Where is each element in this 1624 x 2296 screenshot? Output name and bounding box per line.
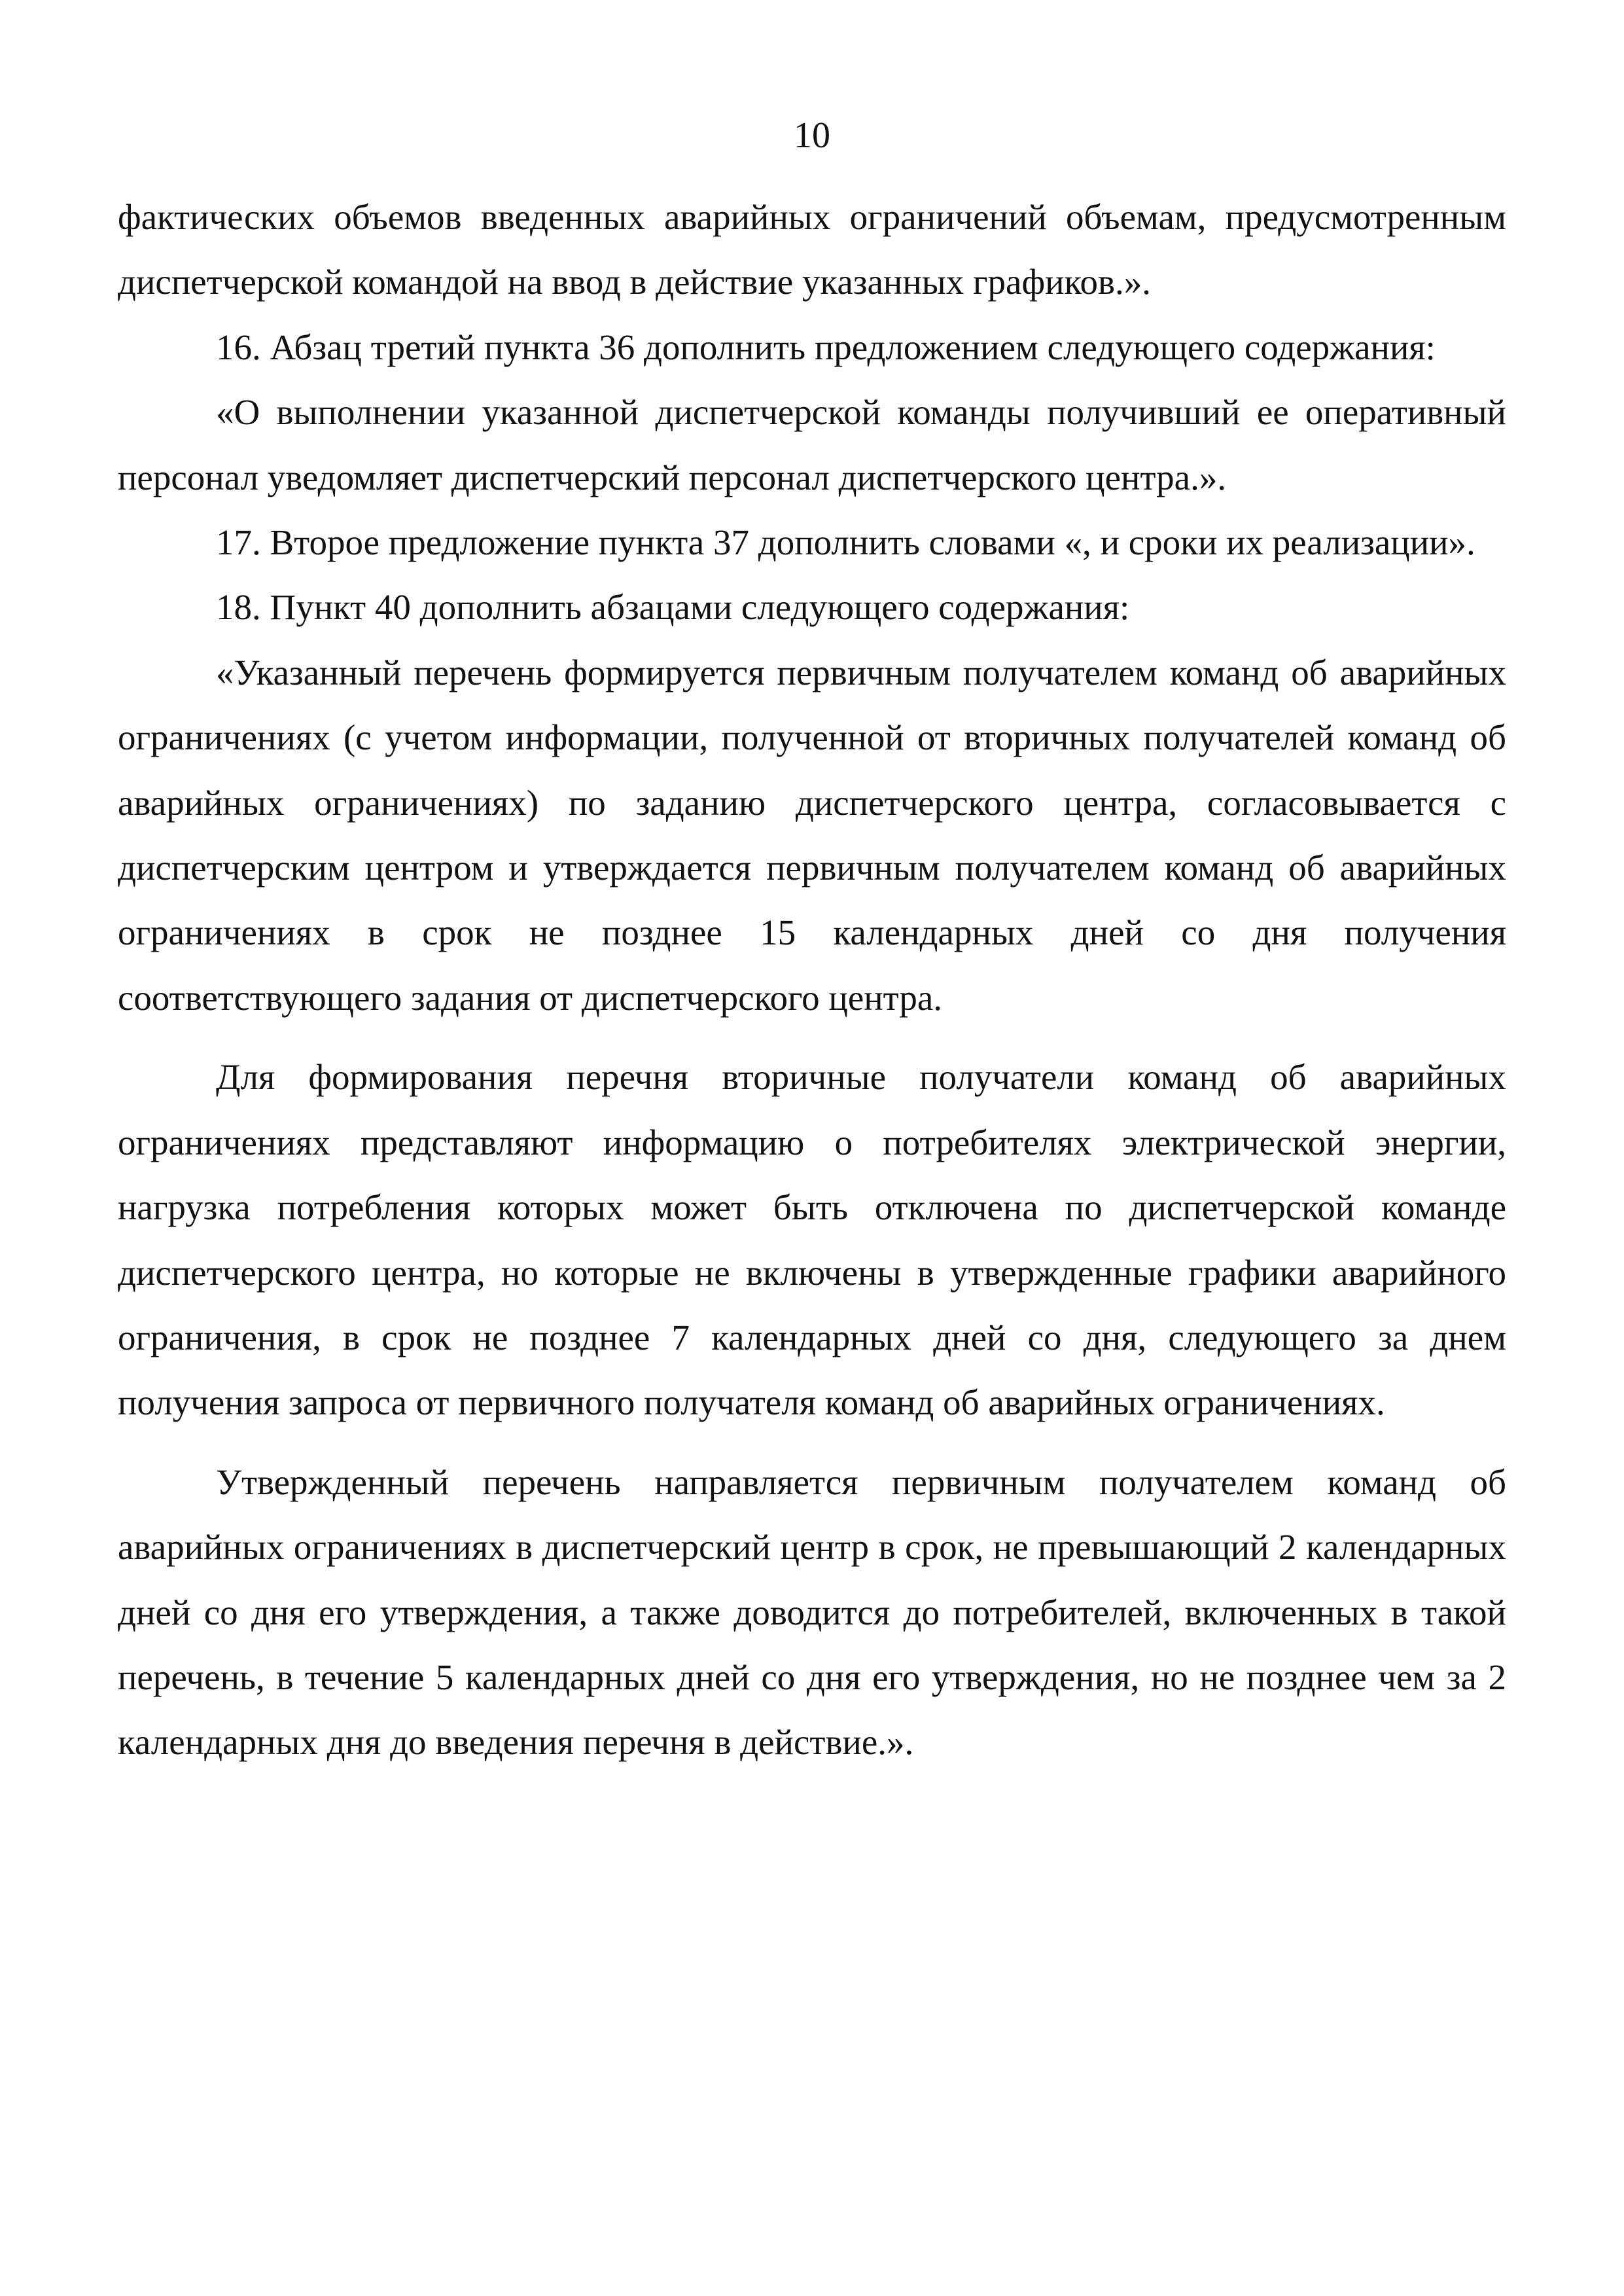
paragraph-continuation: фактических объемов введенных аварийных ограничений объемам, предусмотренным диспетчерской командой на ввод в действие указанных графиков.». <box>118 197 1506 302</box>
paragraph-spacer <box>118 1435 1506 1450</box>
paragraph-quote-40-part-2: Для формирования перечня вторичные получатели команд об аварийных ограничениях представляют информацию о потребителях электрической энергии, нагрузка потребления которых может быть отключена по диспетчерской команде диспетчерского центра, но которые не включены в утвержденные графики аварийного ограничения, в срок не позднее 7 календарных дней со дня, следующего за днем получения запроса от первичного получателя команд об аварийных ограничениях. <box>118 1057 1506 1423</box>
paragraph-quote-40-part-3: Утвержденный перечень направляется первичным получателем команд об аварийных ограничениях в диспетчерский центр в срок, не превышающий 2 календарных дней со дня его утверждения, а также доводится до потребителей, включенных в такой перечень, в течение 5 календарных дней со дня его утверждения, но не позднее чем за 2 календарных дня до введения перечня в действие.». <box>118 1462 1506 1763</box>
paragraph-spacer <box>118 1030 1506 1045</box>
paragraph-item-18: 18. Пункт 40 дополнить абзацами следующего содержания: <box>216 587 1130 628</box>
paragraph-quote-40-part-1: «Указанный перечень формируется первичным получателем команд об аварийных ограничениях (с учетом информации, полученной от вторичных получателей команд об аварийных ограничениях) по заданию диспетчерского центра, согласовывается с диспетчерским центром и утверждается первичным получателем команд об аварийных ограничениях в срок не позднее 15 календарных дней со дня получения соответствующего задания от диспетчерского центра. <box>118 652 1506 1018</box>
paragraph-item-17: 17. Второе предложение пункта 37 дополнить словами «, и сроки их реализации». <box>216 522 1475 563</box>
paragraph-item-16: 16. Абзац третий пункта 36 дополнить предложением следующего содержания: <box>216 327 1436 367</box>
page-number: 10 <box>794 115 830 156</box>
paragraph-quote-36: «О выполнении указанной диспетчерской команды получивший ее оперативный персонал уведомляет диспетчерский персонал диспетчерского центра.». <box>118 392 1506 497</box>
document-body <box>118 185 1506 1775</box>
